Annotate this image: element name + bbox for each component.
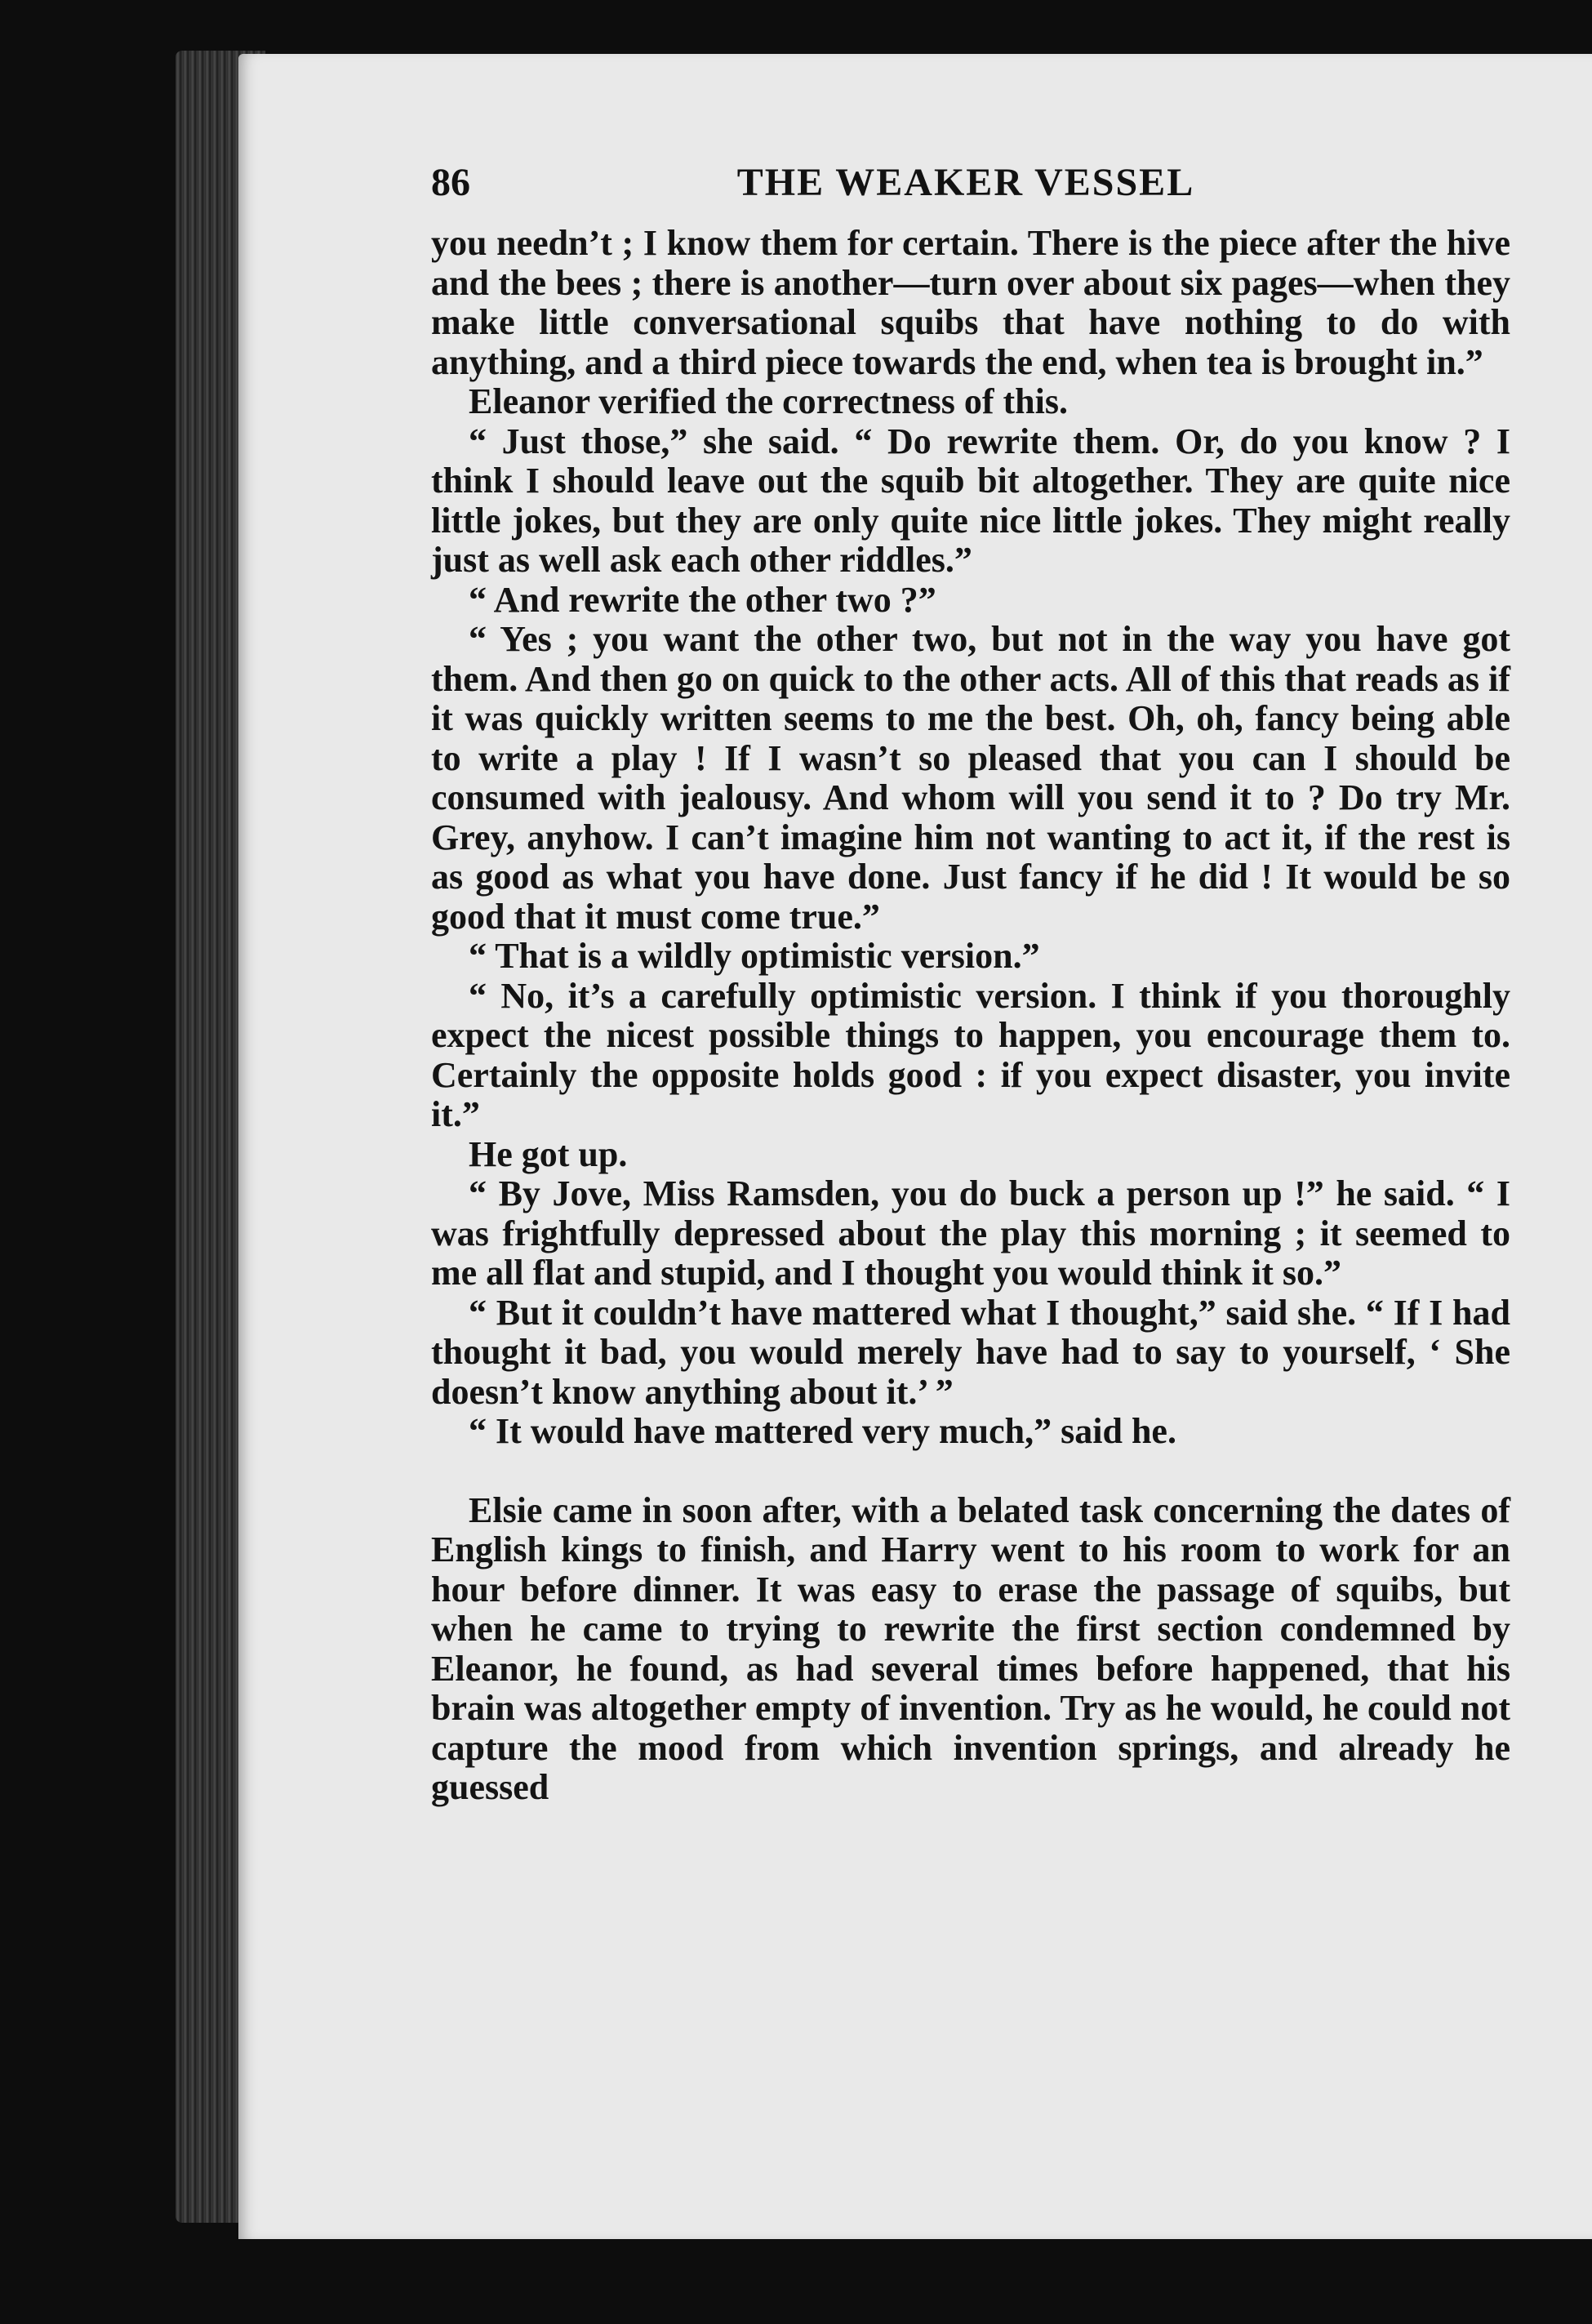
paragraph-new-section: Elsie came in soon after, with a belated task concerning the dates of English kings to finish, and Harry went to his room to work for an hour before dinner. It was easy to erase the passage of squibs, but when he came to trying to rewrite the first section condemned by Eleanor, he found, as had several times before happened, that his brain was altogether empty of invention. Try as he would, he could not capture the mood from which invention springs, and already he guessed (431, 1489, 1510, 1807)
page-number: 86 (431, 161, 470, 204)
paragraph: “ No, it’s a carefully optimistic version. I think if you thoroughly expect the nicest possible things to happen, you encourage them to. Certainly the opposite holds good : if you expect disaster, you invite it.” (431, 975, 1510, 1134)
paragraph: “ But it couldn’t have mattered what I thought,” said she. “ If I had thought it bad, you would merely have had to say to yourself, ‘ She doesn’t know anything about it.’ ” (431, 1292, 1510, 1412)
paragraph: “ Yes ; you want the other two, but not in the way you have got them. And then go on quick to the other acts. All of this that reads as if it was quickly written seems to me the best. Oh, oh, fancy being able to write a play ! If I wasn’t so pleased that you can I should be consumed with jealousy. And whom will you send it to ? Do try Mr. Grey, anyhow. I can’t imagine him not wanting to act it, if the rest is as good as what you have done. Just fancy if he did ! It would be so good that it must come true.” (431, 619, 1510, 937)
page-header (431, 160, 1501, 217)
paragraph: He got up. (469, 1133, 628, 1174)
body-text (431, 224, 1510, 1808)
paragraph: “ And rewrite the other two ?” (469, 579, 936, 620)
running-title: THE WEAKER VESSEL (736, 161, 1195, 204)
page-sheet (238, 54, 1592, 2239)
paragraph: Eleanor verified the correctness of this. (469, 381, 1068, 421)
paragraph: “ By Jove, Miss Ramsden, you do buck a person up !” he said. “ I was frightfully depressed about the play this morning ; it seemed to me all flat and stupid, and I thought you would think it so.” (431, 1173, 1510, 1293)
paragraph-continuation: you needn’t ; I know them for certain. There is the piece after the hive and the bees ; there is another—turn over about six pages—when they make little conversational squibs that have nothing to do with anything, and a third piece towards the end, when tea is brought in.” (431, 223, 1510, 382)
paragraph: “ That is a wildly optimistic version.” (469, 936, 1040, 976)
paragraph: “ Just those,” she said. “ Do rewrite them. Or, do you know ? I think I should leave out the squib bit altogether. They are quite nice little jokes, but they are only quite nice little jokes. They might really just as well ask each other riddles.” (431, 421, 1510, 580)
paragraph: “ It would have mattered very much,” said he. (469, 1411, 1176, 1451)
